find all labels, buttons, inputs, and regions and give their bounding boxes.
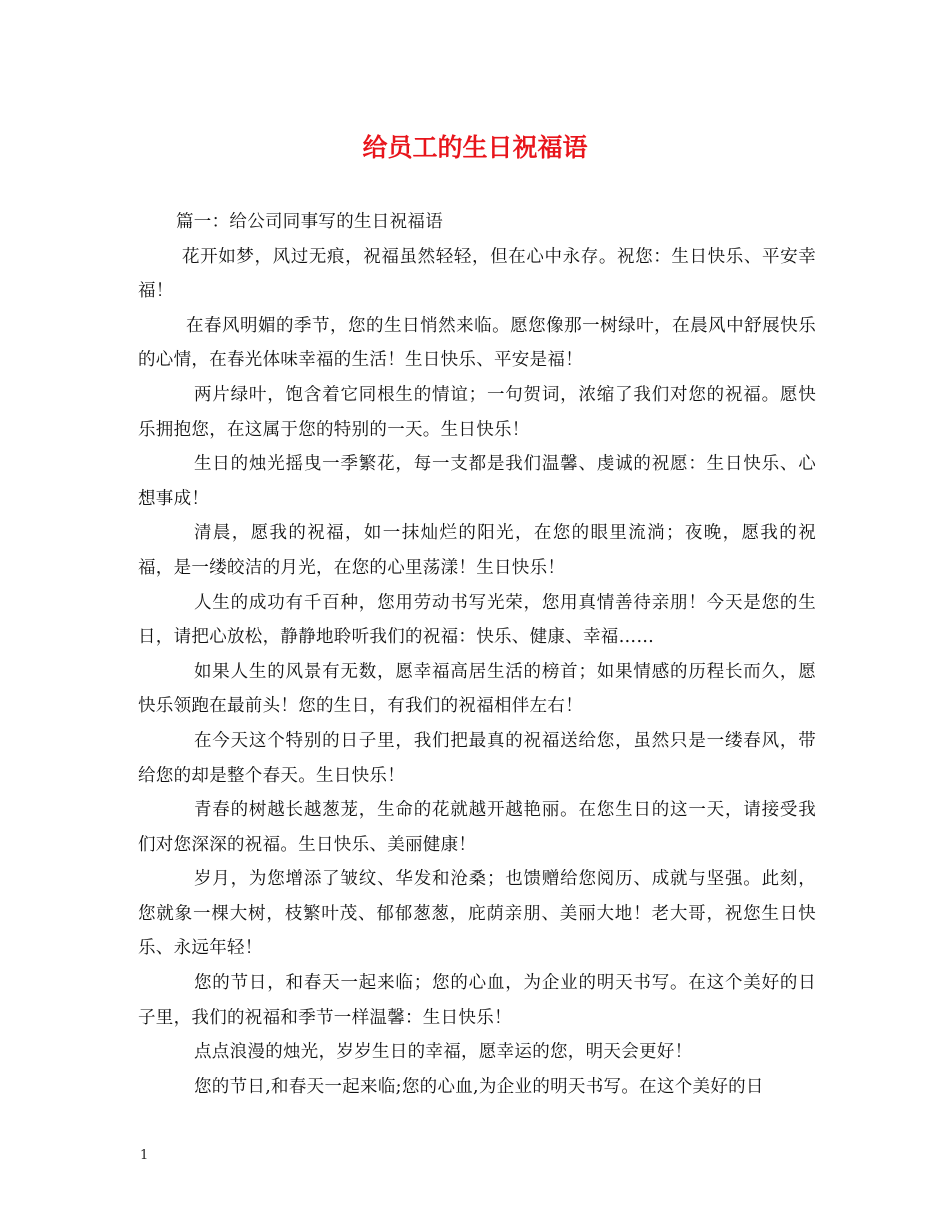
paragraph: 生日的烛光摇曳一季繁花，每一支都是我们温馨、虔诚的祝愿：生日快乐、心想事成！ [138,454,816,509]
paragraph: 在今天这个特别的日子里，我们把最真的祝福送给您，虽然只是一缕春风，带给您的却是整个春天。生日快乐！ [138,730,816,786]
document-body [138,205,816,1104]
paragraph: 您的节日，和春天一起来临；您的心血，为企业的明天书写。在这个美好的日子里，我们的祝福和季节一样温馨：生日快乐！ [138,973,816,1028]
paragraph: 在春风明媚的季节，您的生日悄然来临。愿您像那一树绿叶，在晨风中舒展快乐的心情，在春光体味幸福的生活！生日快乐、平安是福！ [138,315,816,371]
page-number: 1 [140,1148,149,1163]
document-title: 给员工的生日祝福语 [362,133,588,162]
paragraph: 点点浪漫的烛光，岁岁生日的幸福，愿幸运的您，明天会更好！ [194,1042,693,1063]
paragraph: 清晨，愿我的祝福，如一抹灿烂的阳光，在您的眼里流淌；夜晚，愿我的祝福，是一缕皎洁的月光，在您的心里荡漾！生日快乐！ [138,523,816,578]
paragraph: 两片绿叶，饱含着它同根生的情谊；一句贺词，浓缩了我们对您的祝福。愿快乐拥抱您，在这属于您的特别的一天。生日快乐！ [138,384,816,440]
section-heading: 篇一：给公司同事写的生日祝福语 [176,212,443,232]
paragraph: 您的节日,和春天一起来临;您的心血,为企业的明天书写。在这个美好的日 [194,1076,764,1097]
paragraph: 花开如梦，风过无痕，祝福虽然轻轻，但在心中永存。祝您：生日快乐、平安幸福！ [138,246,816,302]
paragraph: 岁月，为您增添了皱纹、华发和沧桑；也馈赠给您阅历、成就与坚强。此刻，您就象一棵大树，枝繁叶茂、郁郁葱葱，庇荫亲朋、美丽大地！老大哥，祝您生日快乐、永远年轻！ [138,869,816,959]
paragraph: 人生的成功有千百种，您用劳动书写光荣，您用真情善待亲朋！今天是您的生日，请把心放松，静静地聆听我们的祝福：快乐、健康、幸福…… [138,592,816,648]
paragraph: 青春的树越长越葱茏，生命的花就越开越艳丽。在您生日的这一天，请接受我们对您深深的祝福。生日快乐、美丽健康！ [138,800,816,855]
paragraph: 如果人生的风景有无数，愿幸福高居生活的榜首；如果情感的历程长而久，愿快乐领跑在最前头！您的生日，有我们的祝福相伴左右！ [138,661,816,717]
